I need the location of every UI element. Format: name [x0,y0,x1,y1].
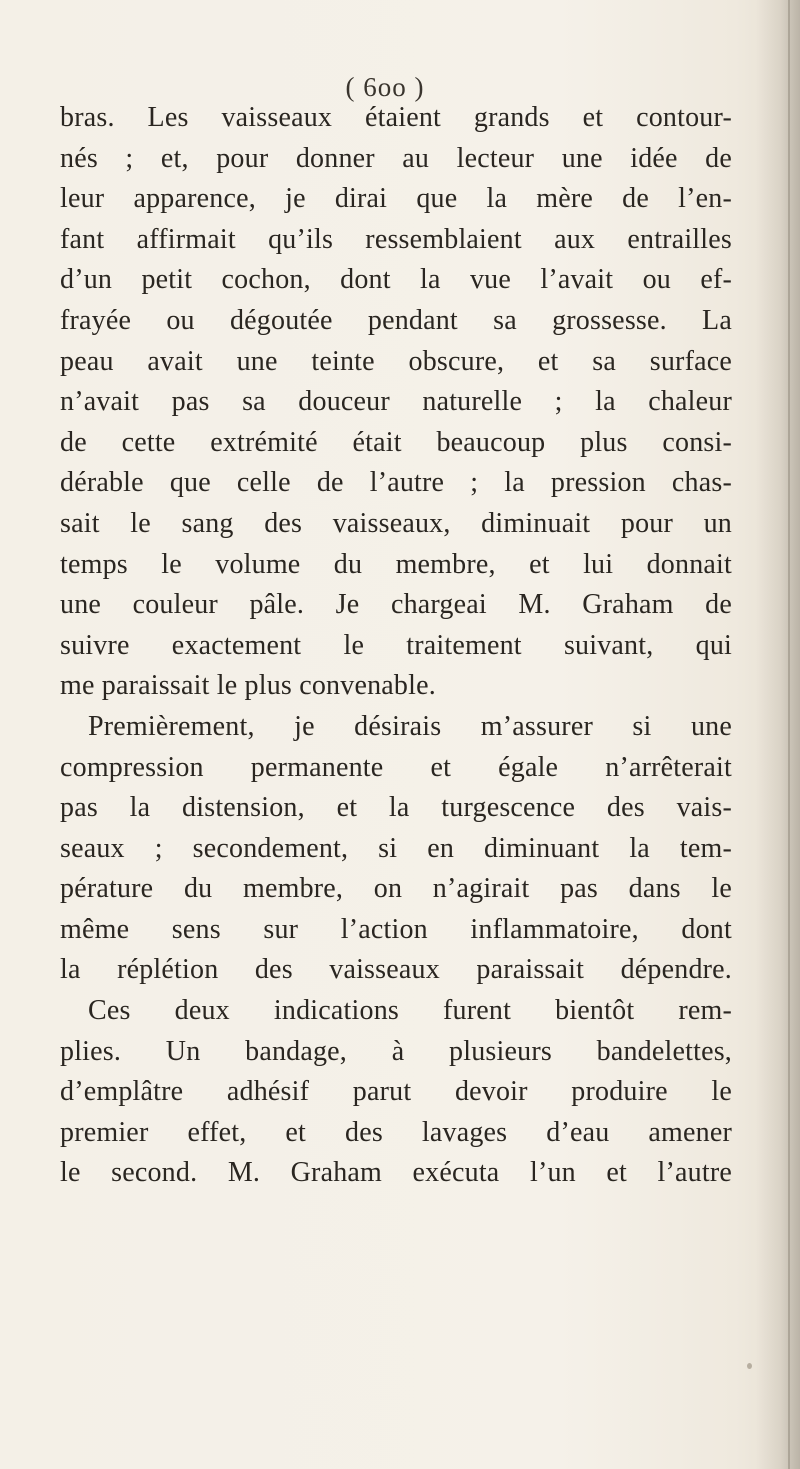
text-line: suivre exactement le traitement suivant, qui [60,629,732,661]
text-line: peau avait une teinte obscure, et sa surface [60,345,732,377]
text-line: n’avait pas sa douceur naturelle ; la chaleur [60,386,732,418]
text-line: fant affirmait qu’ils ressemblaient aux entrailles [60,223,732,255]
text-line: sait le sang des vaisseaux, diminuait pour un [60,507,732,539]
text-line: temps le volume du membre, et lui donnait [60,548,732,580]
text-line: le second. M. Graham exécuta l’un et l’autre [60,1157,732,1189]
paper-speck [747,1363,752,1369]
paragraph-first-line: Ces deux indications furent bientôt rem- [88,995,732,1027]
text-line: leur apparence, je dirai que la mère de l’en- [60,183,732,215]
text-line: d’emplâtre adhésif parut devoir produire le [60,1076,732,1108]
page-edge-line [788,0,790,1469]
text-line: dérable que celle de l’autre ; la pression chas- [60,467,732,499]
text-line: nés ; et, pour donner au lecteur une idée de [60,142,732,174]
text-line: de cette extrémité était beaucoup plus consi- [60,426,732,458]
paragraph-first-line: Premièrement, je désirais m’assurer si une [88,710,732,742]
text-line: me paraissait le plus convenable. [60,670,436,702]
text-line: même sens sur l’action inflammatoire, dont [60,913,732,945]
text-line: plies. Un bandage, à plusieurs bandelettes, [60,1035,732,1067]
text-line: pas la distension, et la turgescence des vais- [60,792,732,824]
text-line: une couleur pâle. Je chargeai M. Graham de [60,589,732,621]
text-line: compression permanente et égale n’arrêterait [60,751,732,783]
text-line: seaux ; secondement, si en diminuant la tem- [60,832,732,864]
text-line: la réplétion des vaisseaux paraissait dépendre. [60,954,732,986]
page-edge-shadow [756,0,800,1469]
page-number: ( 6oo ) [345,72,425,102]
text-line: pérature du membre, on n’agirait pas dans le [60,873,732,905]
text-line: bras. Les vaisseaux étaient grands et contour- [60,102,732,133]
text-line: premier effet, et des lavages d’eau amener [60,1116,732,1148]
text-line: d’un petit cochon, dont la vue l’avait ou ef- [60,264,732,296]
text-line: frayée ou dégoutée pendant sa grossesse. La [60,304,732,336]
body-text [60,98,732,1194]
